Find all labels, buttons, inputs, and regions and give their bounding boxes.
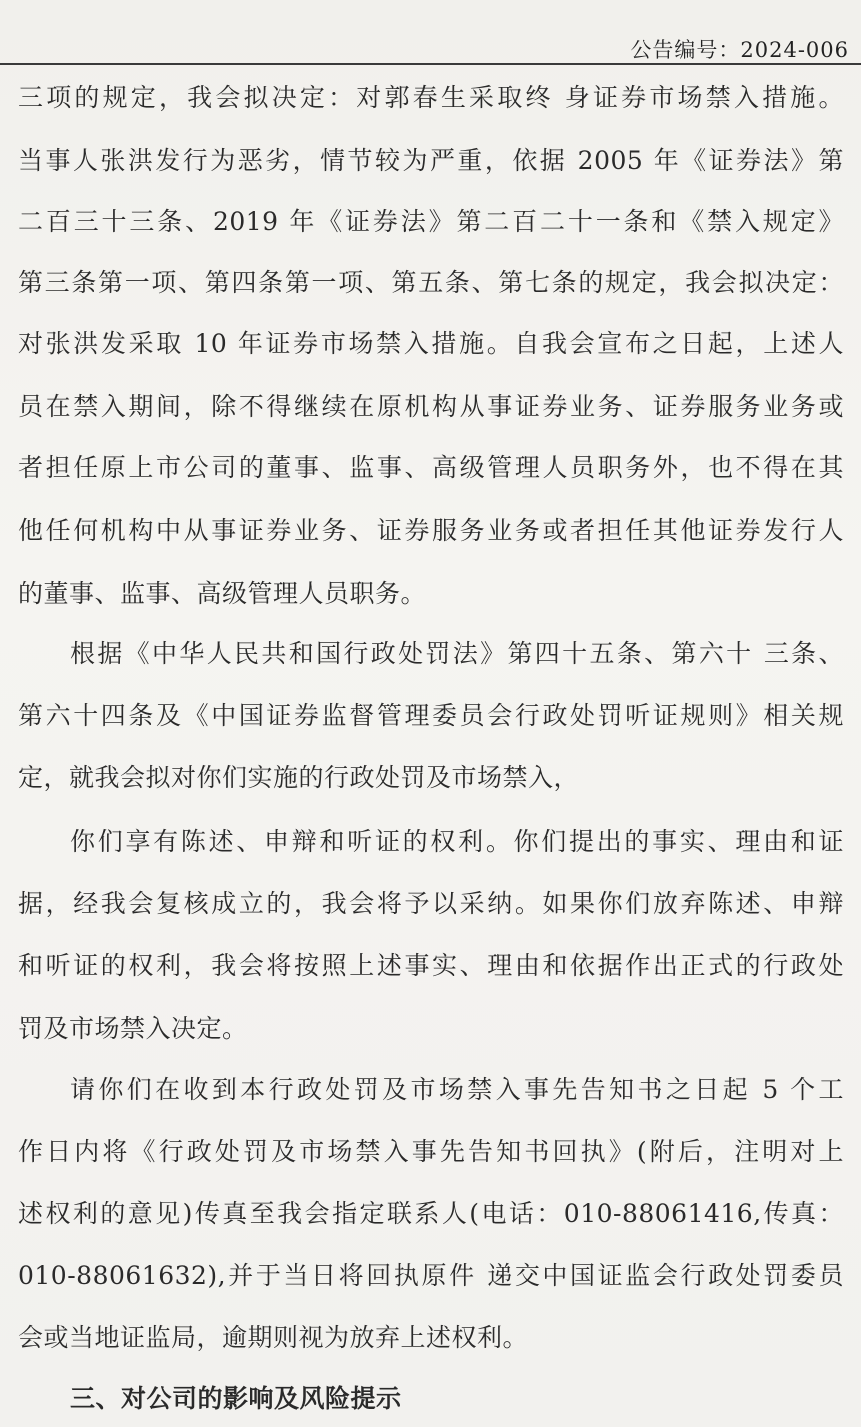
paragraph-line: 会或当地证监局，逾期则视为放弃上述权利。 <box>18 1323 529 1352</box>
paragraph-line: 者担任原上市公司的董事、监事、高级管理人员职务外，也不得在其 <box>18 453 844 482</box>
paragraph-line: 据，经我会复核成立的，我会将予以采纳。如果你们放弃陈述、申辩 <box>18 889 844 918</box>
paragraph-line: 010-88061632),并于当日将回执原件 递交中国证监会行政处罚委员 <box>18 1261 844 1290</box>
paragraph-line: 定，就我会拟对你们实施的行政处罚及市场禁入， <box>18 763 580 792</box>
paragraph-line: 你们享有陈述、申辩和听证的权利。你们提出的事实、理由和证 <box>70 827 844 856</box>
paragraph-line: 作日内将《行政处罚及市场禁入事先告知书回执》(附后，注明对上 <box>18 1137 844 1166</box>
paragraph-line: 对张洪发采取 10 年证券市场禁入措施。自我会宣布之日起，上述人 <box>18 329 844 358</box>
paragraph-line: 和听证的权利，我会将按照上述事实、理由和依据作出正式的行政处 <box>18 951 844 980</box>
paragraph-line: 请你们在收到本行政处罚及市场禁入事先告知书之日起 5 个工 <box>70 1075 844 1104</box>
paragraph-line: 述权利的意见)传真至我会指定联系人(电话：010-88061416,传真： <box>18 1199 844 1228</box>
announcement-number: 公告编号：2024-006 <box>630 38 849 62</box>
paragraph-line: 三项的规定，我会拟决定：对郭春生采取终 身证券市场禁入措施。 <box>18 83 844 112</box>
paragraph-line: 第三条第一项、第四条第一项、第五条、第七条的规定，我会拟决定： <box>18 268 844 297</box>
paragraph-line: 员在禁入期间，除不得继续在原机构从事证券业务、证券服务业务或 <box>18 392 844 421</box>
paragraph-line: 的董事、监事、高级管理人员职务。 <box>18 579 427 608</box>
paragraph-line: 当事人张洪发行为恶劣，情节较为严重，依据 2005 年《证券法》第 <box>18 146 844 175</box>
paragraph-line: 第六十四条及《中国证券监督管理委员会行政处罚听证规则》相关规 <box>18 701 844 730</box>
paragraph-line: 罚及市场禁入决定。 <box>18 1014 248 1043</box>
section-heading: 三、对公司的影响及风险提示 <box>70 1384 402 1413</box>
paragraph-line: 根据《中华人民共和国行政处罚法》第四十五条、第六十 三条、 <box>70 639 844 668</box>
header-divider <box>0 63 861 65</box>
paragraph-line: 二百三十三条、2019 年《证券法》第二百二十一条和《禁入规定》 <box>18 207 844 236</box>
paragraph-line: 他任何机构中从事证券业务、证券服务业务或者担任其他证券发行人 <box>18 516 844 545</box>
